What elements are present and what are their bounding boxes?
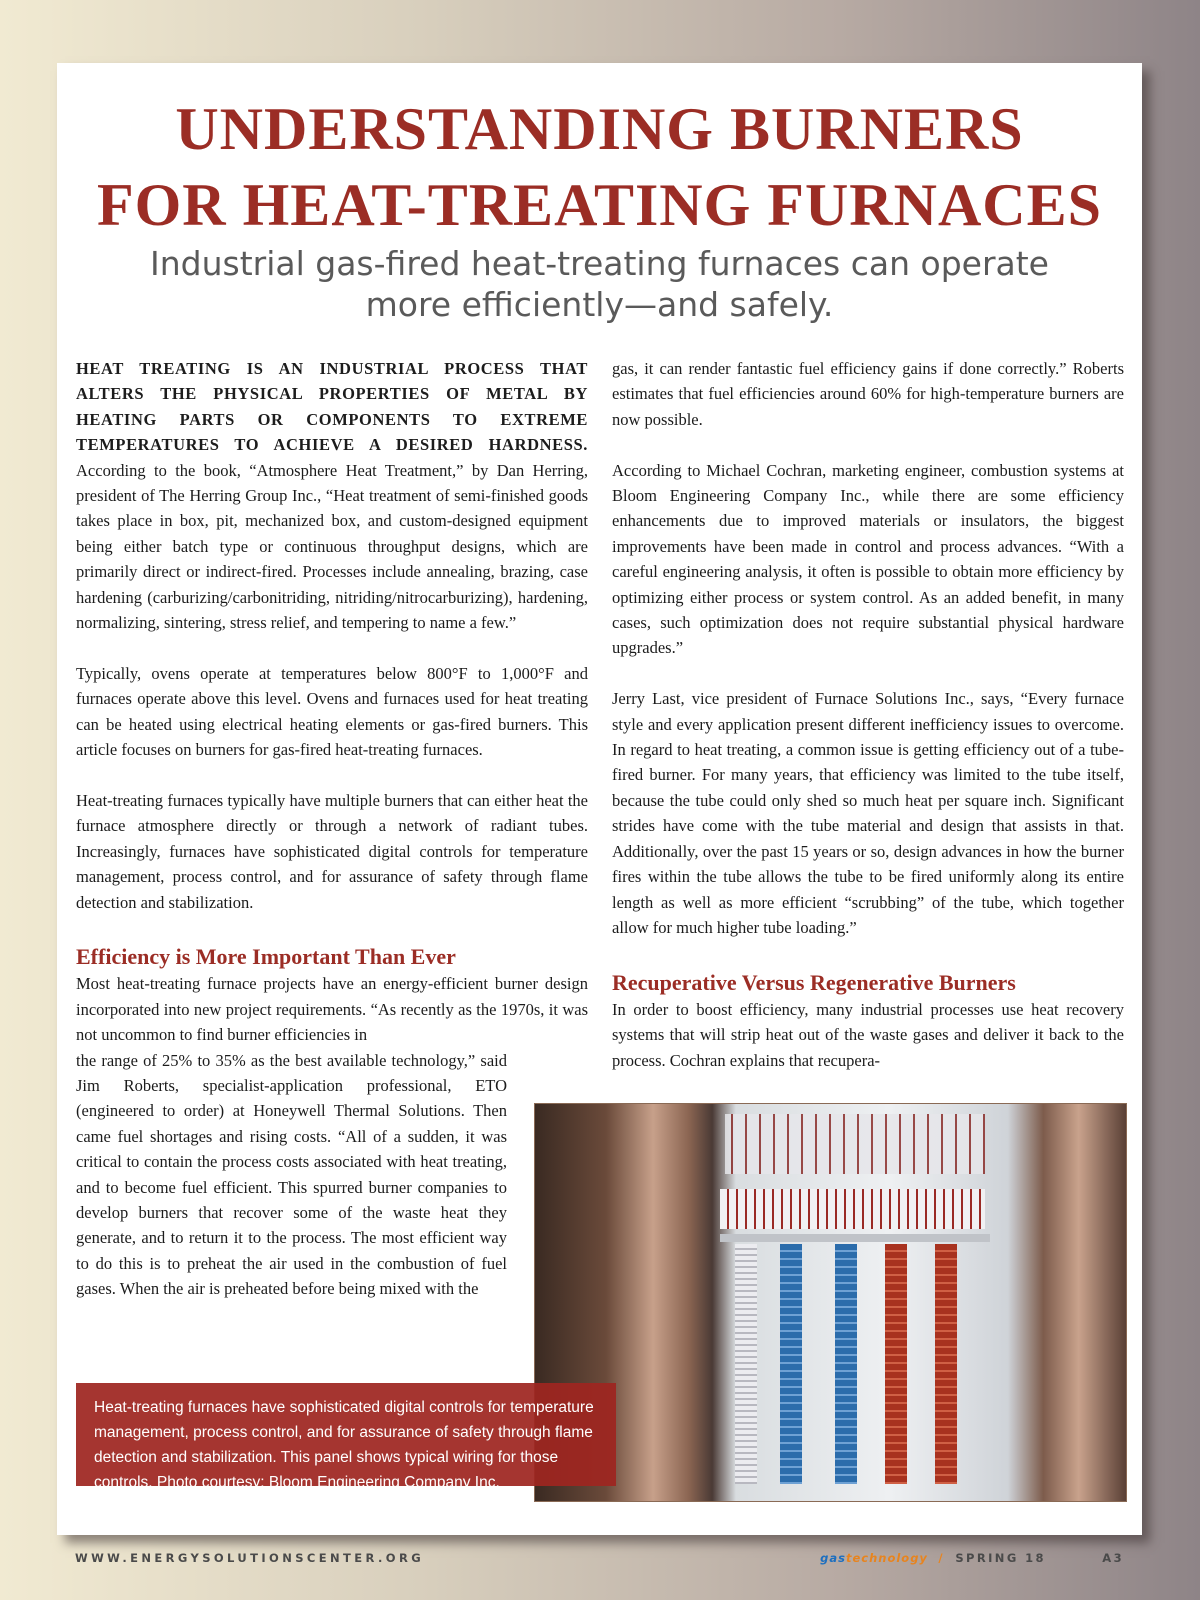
right-column: [612, 356, 1124, 1098]
left-column: [76, 356, 588, 1327]
control-panel-photo: [534, 1103, 1127, 1502]
subtitle-line-2: more efficiently—and safely.: [365, 285, 834, 324]
article-subtitle: [57, 243, 1142, 325]
footer-url: WWW.ENERGYSOLUTIONSCENTER.ORG: [75, 1551, 425, 1565]
subtitle-line-1: Industrial gas-fired heat-treating furnaces can operate: [150, 244, 1049, 283]
footer-separator: /: [938, 1551, 945, 1565]
intro-paragraph: [76, 356, 588, 635]
title-line-2: FOR HEAT-TREATING FURNACES: [96, 172, 1102, 238]
paragraph: Typically, ovens operate at temperatures below 800°F to 1,000°F and furnaces operate above this level. Ovens and furnaces used for heat treating can be heated using electrical heating elements or gas-fired burners. This article focuses on burners for gas-fired heat-treating furnaces.: [76, 663, 588, 760]
photo-din-rail: [735, 1244, 757, 1484]
paragraph: In order to boost efficiency, many industrial processes use heat recovery systems that will strip heat out of the waste gases and deliver it back to the process. Cochran explains that recupera-: [612, 999, 1124, 1070]
paragraph-text: Most heat-treating furnace projects have an energy-efficient burner design incorporated into new project requirements. “As recently as the 1970s, it was not uncommon to find burner efficiencies in: [76, 974, 588, 1045]
page-number: A3: [1102, 1551, 1124, 1565]
title-line-1: UNDERSTANDING BURNERS: [175, 96, 1024, 162]
photo-terminal-row: [720, 1189, 985, 1229]
lead-in-text: HEAT TREATING IS AN INDUSTRIAL PROCESS THAT ALTERS THE PHYSICAL PROPERTIES OF METAL BY HEATING PARTS OR COMPONENTS TO EXTREME TEMPERATURES TO ACHIEVE A DESIRED HARDNESS.: [76, 359, 588, 455]
paragraph-text-wrapped: the range of 25% to 35% as the best available technology,” said Jim Roberts, specialist-application professional, ETO (engineered to order) at Honeywell Thermal Solutions. Then came fuel shortages and rising costs. “All of a sudden, it was critical to contain the process costs associated with heat treating, and to become fuel efficient. This spurred burner companies to develop burners that recover some of the waste heat they generate, and to return it to the process. The most efficient way to do this is to preheat the air used in the combustion of fuel gases. When the air is preheated before being mixed with the: [76, 1050, 507, 1299]
paragraph: Jerry Last, vice president of Furnace Solutions Inc., says, “Every furnace style and every application present different inefficiency issues to overcome. In regard to heat treating, a common issue is getting efficiency out of a tube-fired burner. For many years, that efficiency was limited to the tube itself, because the tube could only shed so much heat per square inch. Significant strides have come with the tube material and design that assists in that. Additionally, over the past 15 years or so, design advances in how the burner fires within the tube allows the tube to be fired uniformly along its entire length as well as more efficient “scrubbing” of the tube, which together allow for much higher tube loading.”: [612, 689, 1124, 937]
paragraph: [76, 971, 588, 1301]
issue-label: SPRING 18: [955, 1551, 1046, 1565]
paragraph: According to Michael Cochran, marketing engineer, combustion systems at Bloom Engineering Company Inc., while there are some efficiency enhancements due to improved materials or insulators, the biggest improvements have been made in control and process advances. “With a careful engineering analysis, it often is possible to obtain more efficiency by optimizing either process or system control. As an added benefit, in many cases, such optimization does not require substantial physical hardware upgrades.”: [612, 460, 1124, 658]
brand-technology: technology: [845, 1551, 928, 1565]
photo-din-rail: [780, 1244, 802, 1484]
paragraph: Heat-treating furnaces typically have multiple burners that can either heat the furnace atmosphere directly or through a network of radiant tubes. Increasingly, furnaces have sophisticated digital controls for temperature management, process control, and for assurance of safety through flame detection and stabilization.: [76, 790, 588, 912]
paragraph-text: According to the book, “Atmosphere Heat Treatment,” by Dan Herring, president of The Herring Group Inc., “Heat treatment of semi-finished goods takes place in box, pit, mechanized box, and custom-designed equipment being either batch type or continuous throughput designs, which are primarily direct or indirect-fired. Processes include annealing, brazing, case hardening (carburizing/carbonitriding, nitriding/nitrocarburizing), hardening, normalizing, sintering, stress relief, and tempering to name a few.”: [76, 460, 588, 633]
photo-din-rail: [935, 1244, 957, 1484]
magazine-page: [57, 63, 1142, 1535]
footer-issue-info: [820, 1551, 1124, 1565]
paragraph: gas, it can render fantastic fuel efficiency gains if done correctly.” Roberts estimates that fuel efficiencies around 60% for high-temperature burners are now possible.: [612, 359, 1124, 429]
brand-gas: gas: [820, 1551, 846, 1565]
photo-caption: Heat-treating furnaces have sophisticated digital controls for temperature management, process control, and for assurance of safety through flame detection and stabilization. This panel shows typical wiring for those controls. Photo courtesy: Bloom Engineering Company Inc.: [76, 1383, 616, 1486]
photo-terminal-row: [725, 1114, 985, 1174]
section-heading-efficiency: Efficiency is More Important Than Ever: [76, 944, 456, 970]
photo-din-rail: [835, 1244, 857, 1484]
photo-rail-bar: [720, 1234, 990, 1242]
article-title: [57, 91, 1142, 243]
section-heading-recuperative: Recuperative Versus Regenerative Burners: [612, 969, 1016, 995]
photo-din-rail: [885, 1244, 907, 1484]
